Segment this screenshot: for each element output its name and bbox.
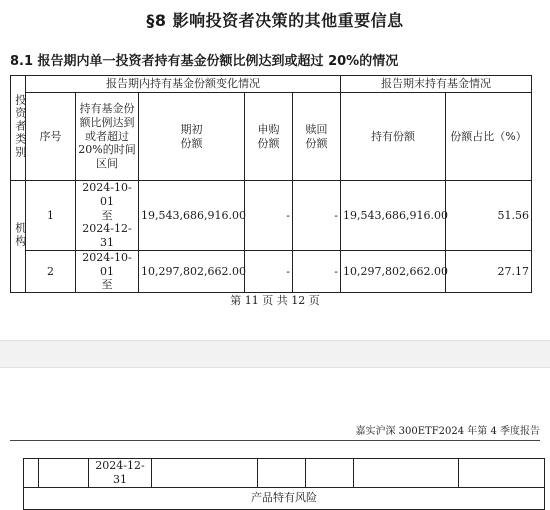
- table-row: [24, 459, 545, 488]
- redeem-shares-cell: [306, 459, 354, 488]
- risk-row: [24, 487, 545, 509]
- redeem-shares-header: 赎回 份额: [293, 93, 341, 181]
- holding-shares-cell: [354, 459, 459, 488]
- group-header-end: 报告期末持有基金情况: [341, 76, 532, 93]
- seq-cell: 1: [26, 181, 76, 251]
- initial-shares-header: 期初 份额: [139, 93, 245, 181]
- purchase-shares-cell: -: [245, 181, 293, 251]
- purchase-shares-cell: [258, 459, 306, 488]
- holding-shares-header: 持有份额: [341, 93, 446, 181]
- investor-category-header: 投资者类别: [11, 76, 26, 181]
- period-header: 持有基金份额比例达到或者超过20%的时间区间: [76, 93, 139, 181]
- page-footer: 第 11 页 共 12 页: [230, 294, 320, 307]
- header-rule: [10, 440, 540, 441]
- running-header: 嘉实沪深 300ETF2024 年第 4 季度报告: [355, 426, 540, 437]
- ratio-cell: 51.56: [446, 181, 532, 251]
- group-header-during: 报告期内持有基金份额变化情况: [26, 76, 341, 93]
- holding-shares-cell: 10,297,802,662.00: [341, 250, 446, 292]
- risk-heading: 产品特有风险: [24, 487, 545, 509]
- period-cell: 2024-10-01 至: [76, 250, 139, 292]
- redeem-shares-cell: -: [293, 181, 341, 251]
- page-gap: [0, 340, 550, 368]
- initial-shares-cell: [152, 459, 258, 488]
- table-header-row-1: [11, 76, 532, 93]
- subsection-title: 8.1 报告期内单一投资者持有基金份额比例达到或超过 20%的情况: [10, 54, 399, 69]
- redeem-shares-cell: -: [293, 250, 341, 292]
- initial-shares-cell: 19,543,686,916.00: [139, 181, 245, 251]
- purchase-shares-cell: -: [245, 250, 293, 292]
- table-header-row-2: [11, 93, 532, 181]
- ratio-cell: 27.17: [446, 250, 532, 292]
- table-row: [11, 181, 532, 251]
- period-cell: 2024-10-01 至 2024-12-31: [76, 181, 139, 251]
- ratio-cell: [459, 459, 545, 488]
- holder-table: [10, 75, 532, 293]
- section-title: §8 影响投资者决策的其他重要信息: [146, 11, 404, 30]
- category-cell: [24, 459, 39, 488]
- seq-cell: [39, 459, 89, 488]
- period-cell: 2024-12-31: [89, 459, 152, 488]
- purchase-shares-header: 申购 份额: [245, 93, 293, 181]
- seq-header: 序号: [26, 93, 76, 181]
- holder-table-continued: [23, 458, 545, 510]
- table-row: [11, 250, 532, 292]
- initial-shares-cell: 10,297,802,662.00: [139, 250, 245, 292]
- ratio-header: 份额占比（%）: [446, 93, 532, 181]
- seq-cell: 2: [26, 250, 76, 292]
- holding-shares-cell: 19,543,686,916.00: [341, 181, 446, 251]
- category-cell: 机构: [11, 181, 26, 293]
